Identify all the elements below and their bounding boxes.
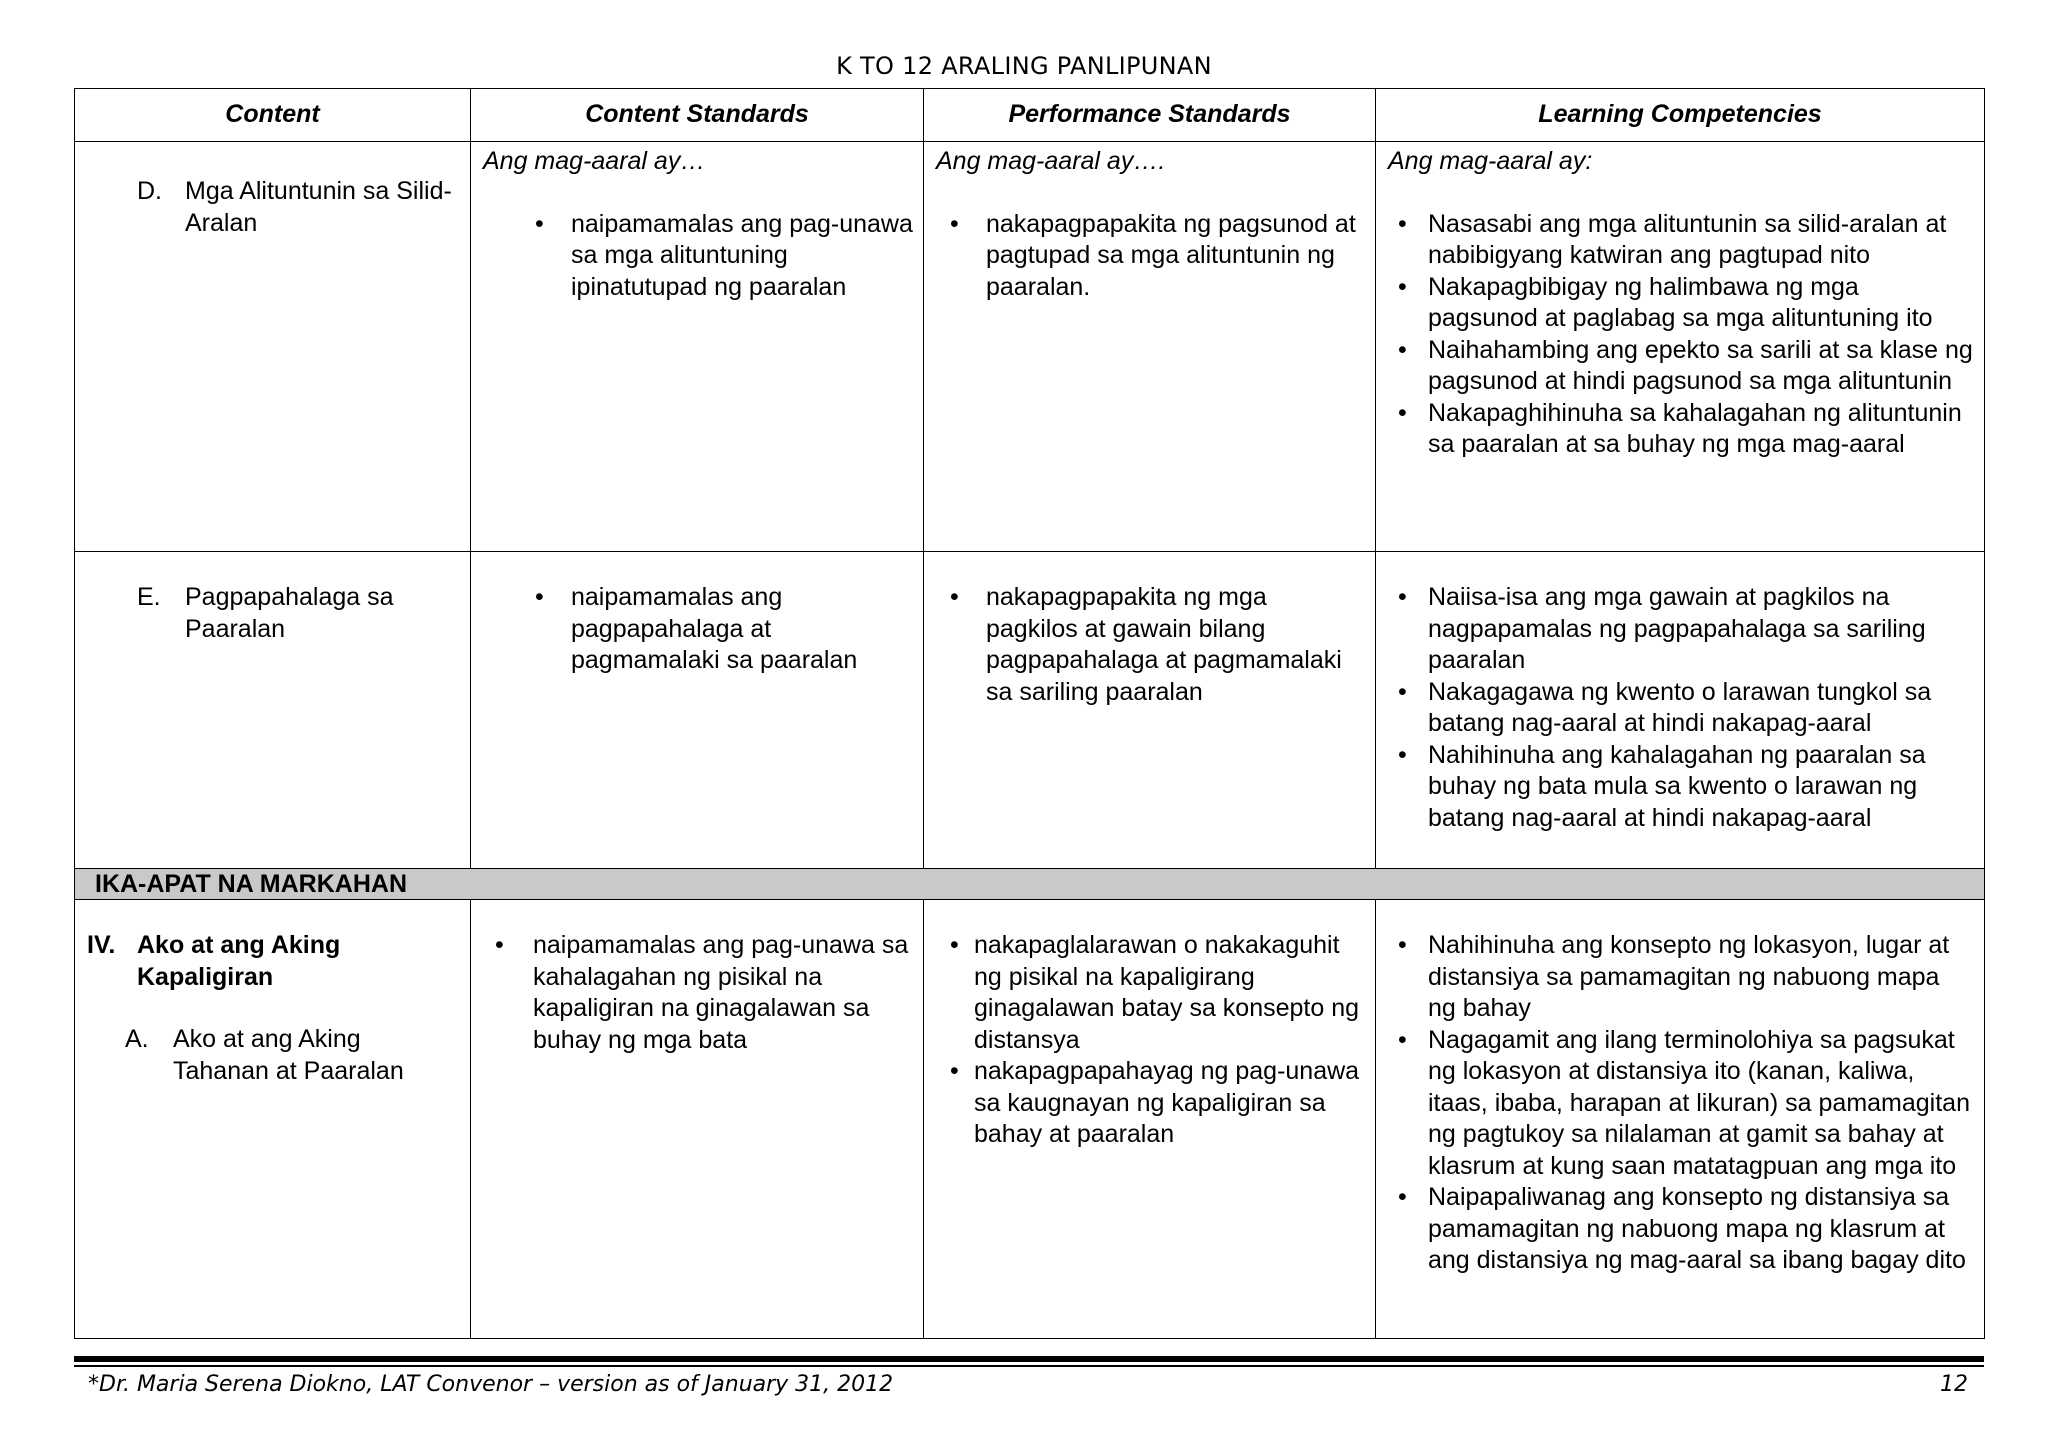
content-cell xyxy=(75,900,471,1339)
list-item: • Naihahambing ang epekto sa sarili at sa klase ng pagsunod at hindi pagsunod sa mga alituntunin xyxy=(1398,335,1973,395)
list-item: • naipamamalas ang pag-unawa sa kahalagahan ng pisikal na kapaligiran na ginagalawan sa buhay ng mga bata xyxy=(495,931,909,1054)
learning-competencies-cell xyxy=(1376,900,1985,1339)
content-standards-cell xyxy=(471,900,924,1339)
list-item: • nakapagpapakita ng mga pagkilos at gawain bilang pagpapahalaga at pagmamalaki sa sariling paaralan xyxy=(950,583,1342,706)
list-item: • nakapaglalarawan o nakakaguhit ng pisikal na kapaligirang ginagalawan batay sa konsepto ng distansya xyxy=(950,931,1360,1054)
topic-item: A. Ako at ang Aking Tahanan at Paaralan xyxy=(125,1025,404,1085)
column-header-content: Content xyxy=(75,89,471,142)
column-header-content-standards: Content Standards xyxy=(471,89,924,142)
content-cell xyxy=(75,552,471,869)
column-header-learning-competencies: Learning Competencies xyxy=(1376,89,1985,142)
list-item: • Nakagagawa ng kwento o larawan tungkol sa batang nag-aaral at hindi nakapag-aaral xyxy=(1398,677,1932,737)
list-item: • Nagagamit ang ilang terminolohiya sa pagsukat ng lokasyon at distansiya ito (kanan, kaliwa, itaas, ibaba, harapan at likuran) sa pamamagitan ng pagtukoy sa nilalaman at gamit sa bahay at klasrum at kung saan matatagpuan ang mga ito xyxy=(1398,1025,1970,1180)
unit-heading: IV. Ako at ang Aking Kapaligiran xyxy=(87,931,341,991)
topic-item: D. Mga Alituntunin sa Silid-Aralan xyxy=(137,177,452,237)
column-header-performance-standards: Performance Standards xyxy=(924,89,1376,142)
lead-text: Ang mag-aaral ay…. xyxy=(936,147,1166,175)
table-row xyxy=(75,552,1985,869)
performance-standards-cell xyxy=(924,900,1376,1339)
list-item: • Nakapaghihinuha sa kahalagahan ng alituntunin sa paaralan at sa buhay ng mga mag-aaral xyxy=(1398,398,1962,458)
list-item: • naipamamalas ang pag-unawa sa mga alituntuning ipinatutupad ng paaralan xyxy=(535,209,913,301)
document-title: K TO 12 ARALING PANLIPUNAN xyxy=(836,52,1212,80)
content-cell xyxy=(75,142,471,552)
footer-rule-thin xyxy=(74,1365,1984,1367)
content-standards-cell xyxy=(471,552,924,869)
footer-rule-thick xyxy=(74,1356,1984,1362)
list-item: • Naipapaliwanag ang konsepto ng distansiya sa pamamagitan ng nabuong mapa ng klasrum at ang distansiya ng mag-aaral sa ibang bagay dito xyxy=(1398,1183,1966,1274)
quarter-heading: IKA-APAT NA MARKAHAN xyxy=(75,869,1985,900)
performance-standards-cell xyxy=(924,142,1376,552)
list-item: • Nasasabi ang mga alituntunin sa silid-aralan at nabibigyang katwiran ang pagtupad nito xyxy=(1398,209,1947,269)
performance-standards-cell xyxy=(924,552,1376,869)
list-item: • nakapagpapahayag ng pag-unawa sa kaugnayan ng kapaligiran sa bahay at paaralan xyxy=(950,1057,1360,1148)
list-item: • Nakapagbibigay ng halimbawa ng mga pagsunod at paglabag sa mga alituntuning ito xyxy=(1398,272,1933,332)
list-item: • Nahihinuha ang kahalagahan ng paaralan sa buhay ng bata mula sa kwento o larawan ng batang nag-aaral at hindi nakapag-aaral xyxy=(1398,740,1926,832)
list-item: • naipamamalas ang pagpapahalaga at pagmamalaki sa paaralan xyxy=(535,583,858,674)
quarter-heading-row xyxy=(75,869,1985,900)
topic-item: E. Pagpapahalaga sa Paaralan xyxy=(137,583,394,643)
content-standards-cell xyxy=(471,142,924,552)
lead-text: Ang mag-aaral ay… xyxy=(483,147,706,175)
lead-text: Ang mag-aaral ay: xyxy=(1388,147,1593,175)
table-row xyxy=(75,900,1985,1339)
list-item: • Nahihinuha ang konsepto ng lokasyon, lugar at distansiya sa pamamagitan ng nabuong mapa ng bahay xyxy=(1398,931,1950,1022)
curriculum-table xyxy=(74,88,1985,1339)
learning-competencies-cell xyxy=(1376,142,1985,552)
learning-competencies-cell xyxy=(1376,552,1985,869)
list-item: • nakapagpapakita ng pagsunod at pagtupad sa mga alituntunin ng paaralan. xyxy=(950,209,1356,301)
list-item: • Naiisa-isa ang mga gawain at pagkilos na nagpapamalas ng pagpapahalaga sa sariling paaralan xyxy=(1398,583,1926,674)
footer-note: *Dr. Maria Serena Diokno, LAT Convenor – version as of January 31, 2012 xyxy=(88,1372,894,1397)
table-header-row xyxy=(75,89,1985,142)
table-row xyxy=(75,142,1985,552)
page-number: 12 xyxy=(1940,1372,1968,1397)
